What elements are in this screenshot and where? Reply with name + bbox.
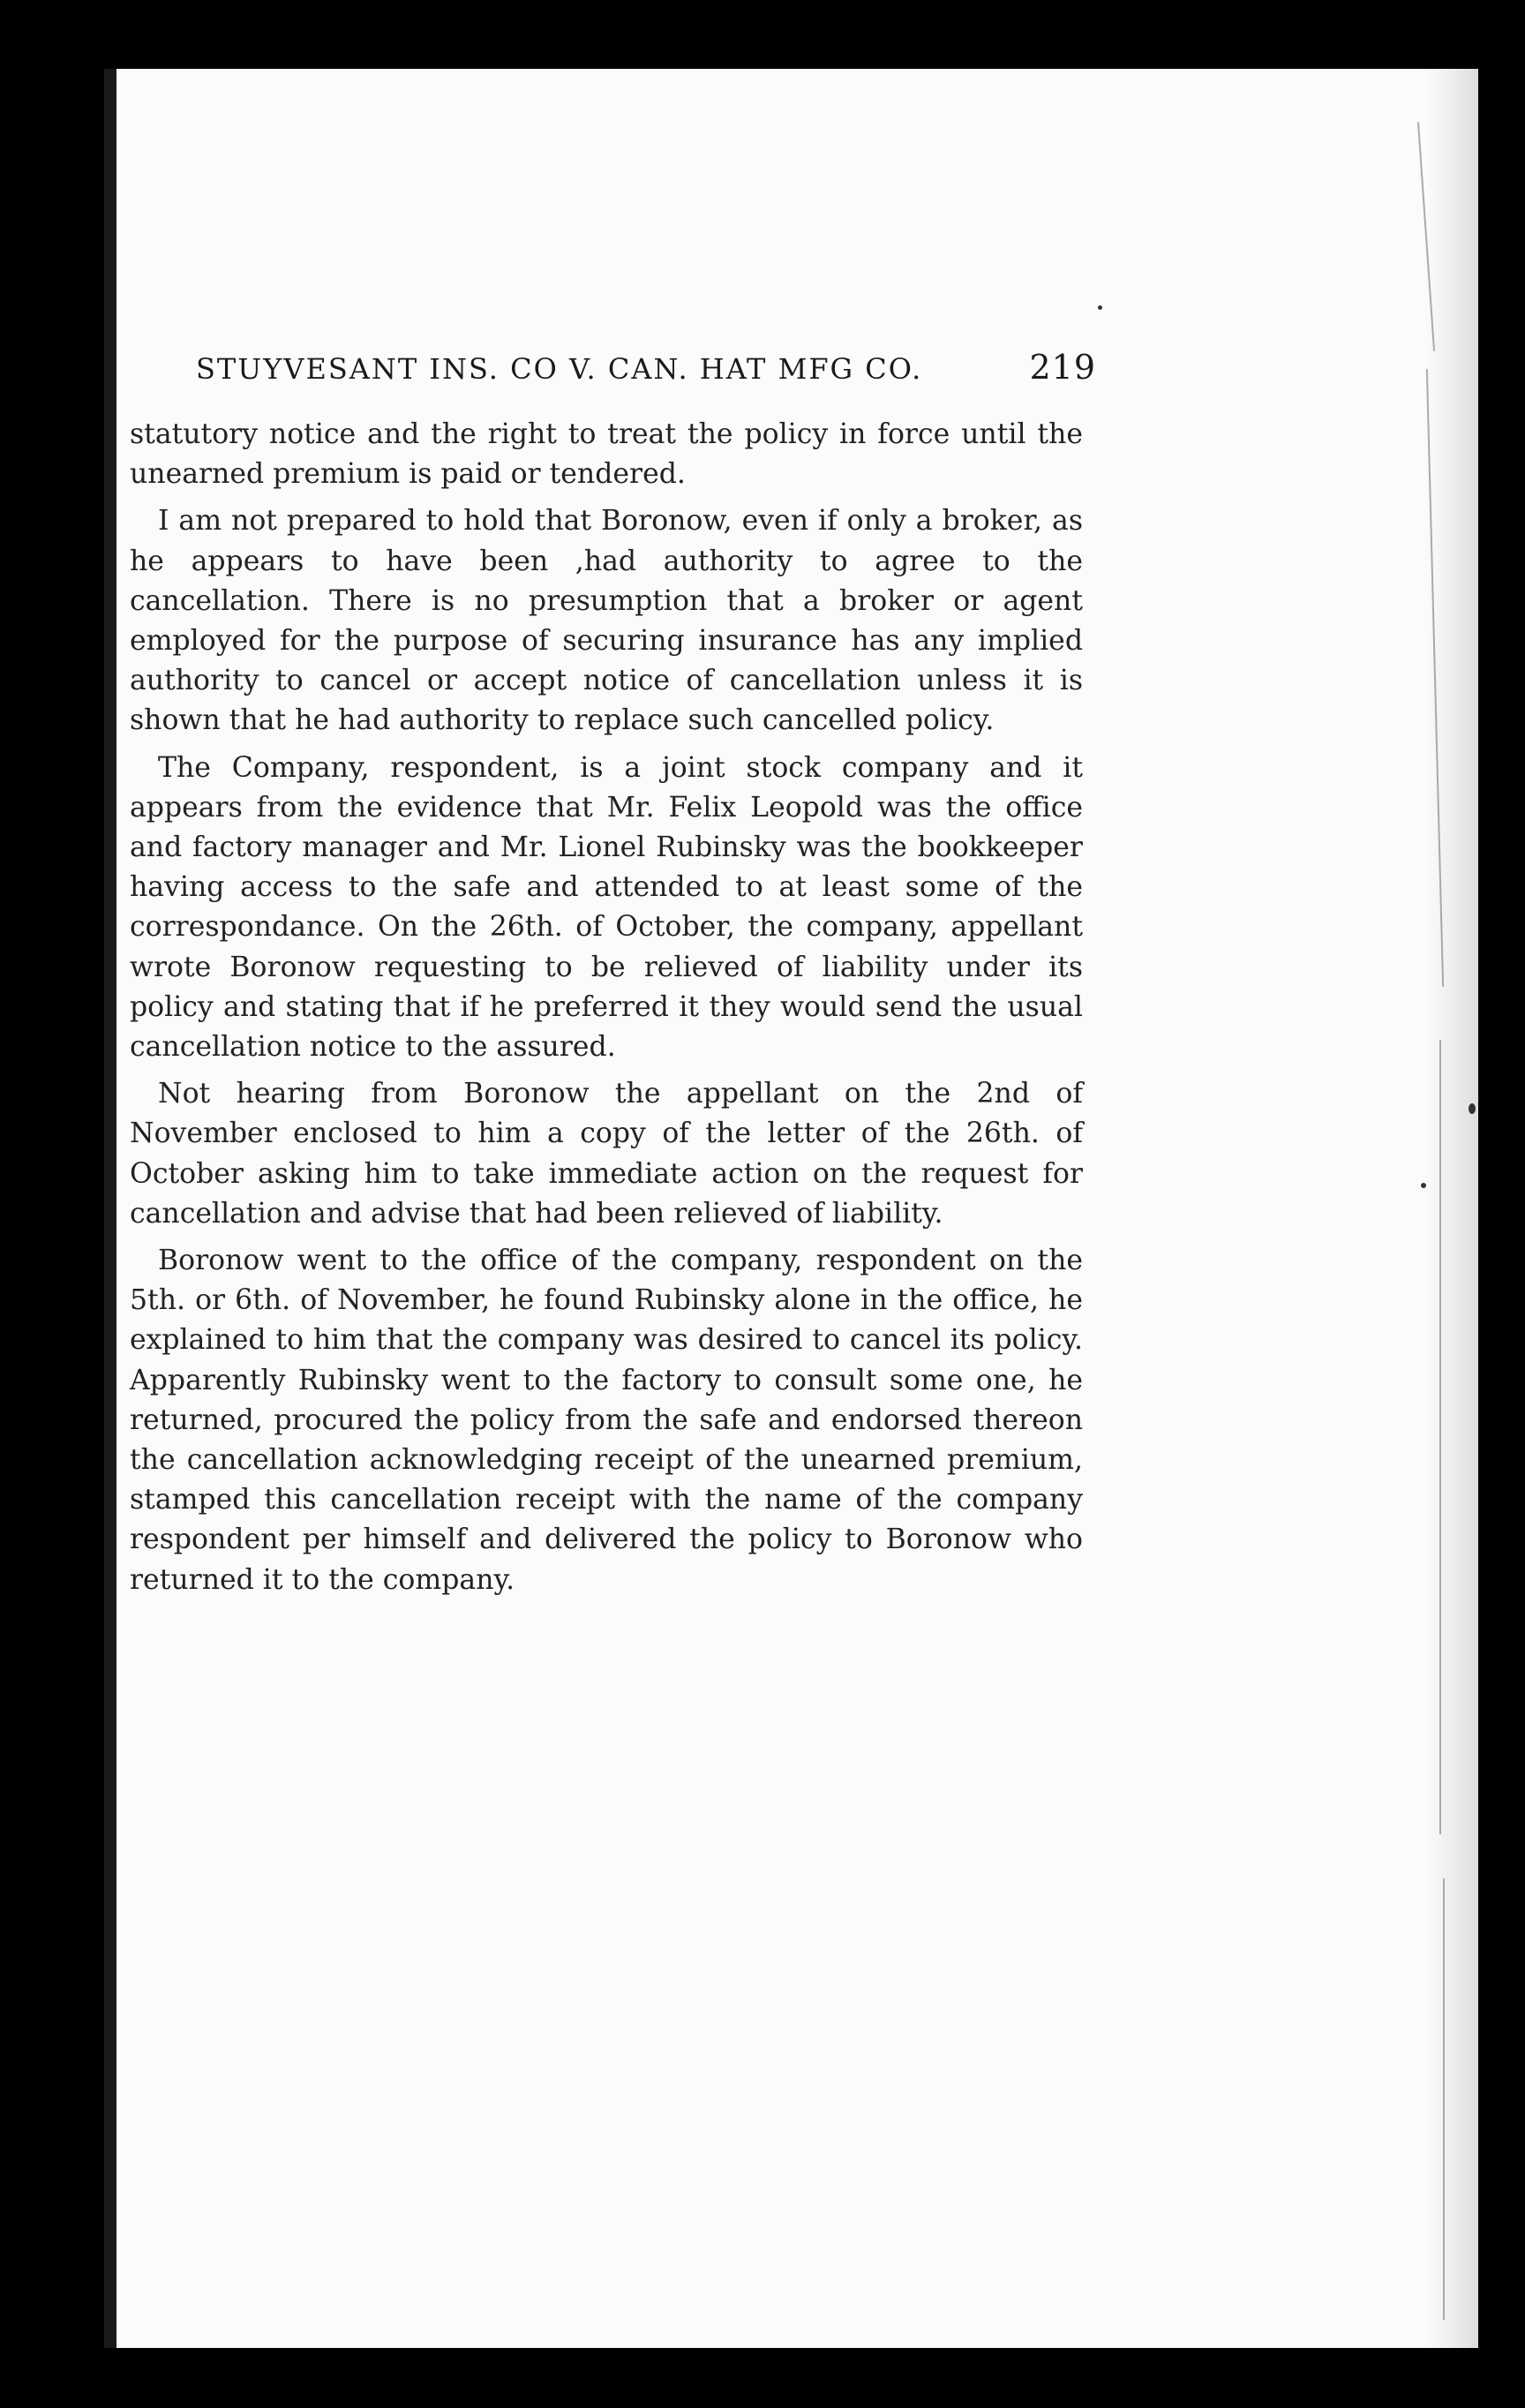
scan-speck [1469, 1103, 1476, 1114]
running-head [196, 348, 1096, 387]
paragraph: The Company, respondent, is a joint stock company and it appears from the evidence that Mr. Felix Leopold was the office and factory manager and Mr. Lionel Rubinsky was the bookkeeper having access to the safe and attended to at least some of the correspondance. On the 26th. of October, the company, appellant wrote Boronow requesting to be relieved of liability under its policy and stating that if he preferred it they would send the usual cancellation notice to the assured. [130, 751, 1083, 1064]
page-edge-line [1439, 1040, 1441, 1834]
body-text [130, 415, 1083, 1607]
page-number: 219 [1029, 348, 1096, 387]
paragraph: I am not prepared to hold that Boronow, even if only a broker, as he appears to have been ,had authority to agree to the cancellation. There is no presumption that a broker or agent employed for the purpose of securing insurance has any implied authority to cancel or accept notice of cancellation unless it is shown that he had authority to replace such cancelled policy. [130, 505, 1083, 737]
running-head-title: STUYVESANT INS. CO V. CAN. HAT MFG CO. [196, 352, 923, 386]
paragraph: Not hearing from Boronow the appellant on the 2nd of November enclosed to him a copy of the letter of the 26th. of October asking him to take immediate action on the request for cancellation and advise that had been relieved of liability. [130, 1078, 1083, 1230]
page-edge-shadow [1425, 69, 1478, 2348]
page-binding-edge [104, 69, 116, 2348]
page-edge-line [1443, 1878, 1445, 2320]
paragraph: statutory notice and the right to treat the policy in force until the unearned premium is paid or tendered. [130, 418, 1083, 491]
paragraph: Boronow went to the office of the company, respondent on the 5th. or 6th. of November, he found Rubinsky alone in the office, he explained to him that the company was desired to cancel its policy. Apparently Rubinsky went to the factory to consult some one, he returned, procured the policy from the safe and endorsed thereon the cancellation acknowledging receipt of the unearned premium, stamped this cancellation receipt with the name of the company respondent per himself and delivered the policy to Boronow who returned it to the company. [130, 1245, 1083, 1596]
scan-speck [1421, 1183, 1426, 1188]
scan-speck [1098, 305, 1102, 310]
